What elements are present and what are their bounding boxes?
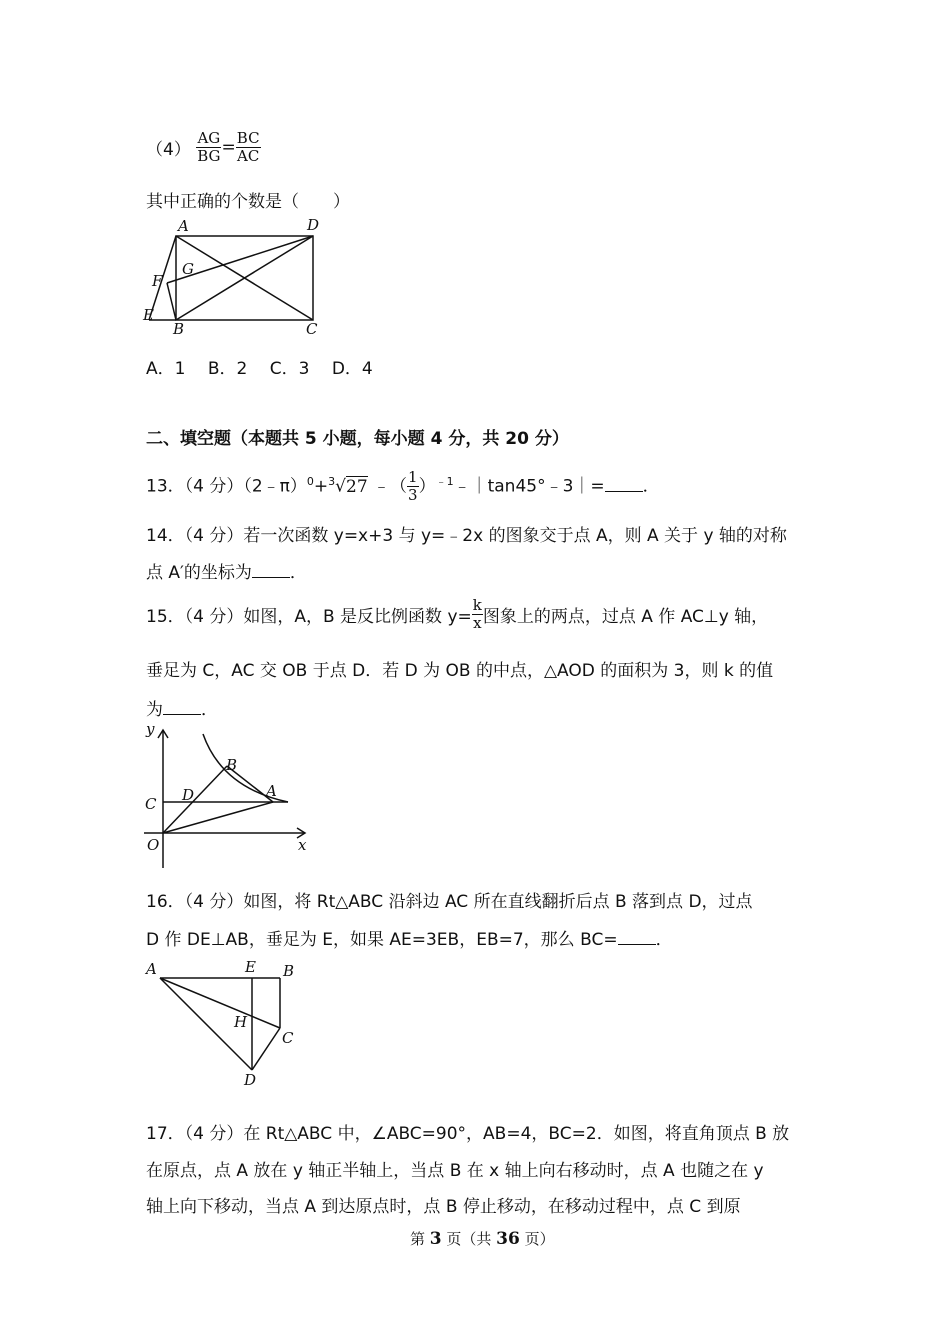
q13-close: ） [418,476,436,497]
q13-radical-icon: √ [335,476,346,497]
q13-sup-zero: 0 [306,475,314,488]
q12-segment-fb [167,283,176,320]
q16-line2 [146,925,673,950]
q12-frac1-denominator: BG [197,147,221,165]
q13-end: ． [642,476,660,497]
q15-segment-oa [163,802,273,833]
q15-label-x: x [298,836,307,854]
q16-line1: 16．（4 分）如图，将 Rt△ABC 沿斜边 AC 所在直线翻折后点 B 落到点 D，过点 [146,892,753,912]
q16-answer-blank [618,930,656,945]
q17-line3: 轴上向下移动，当点 A 到达原点时，点 B 停止移动，在移动过程中，点 C 到原 [146,1197,741,1217]
q15-label-y: y [146,720,155,738]
q16-label-e: E [245,958,256,976]
q16-figure [140,955,310,1090]
q15-label-d: D [182,786,195,804]
q16-segment-dc [252,1028,280,1070]
q16-label-d: D [244,1071,257,1089]
q15-line1-post: 图象上的两点，过点 A 作 AC⊥y 轴， [482,607,769,627]
q15-label-c: C [145,795,157,813]
q12-label-g: G [182,260,194,278]
q12-fraction-ag-bg [196,130,221,165]
q17-line2: 在原点，点 A 放在 y 轴正半轴上，当点 B 在 x 轴上向右移动时，点 A 也随之在 y [146,1161,764,1181]
q16-segment-ac [160,978,280,1028]
q14-line2-text: 点 A′的坐标为 [146,563,252,583]
q13-tail: ﹣｜tan45°﹣3｜= [453,476,605,497]
q17-line1: 17．（4 分）在 Rt△ABC 中，∠ABC=90°，AB=4，BC=2．如图，将直角顶点 B 放 [146,1124,790,1144]
footer-mid: 页（共 [441,1230,497,1248]
q16-label-b: B [283,962,295,980]
footer-page-number: 3 [429,1229,442,1249]
q15-line3-end: ． [201,700,218,720]
q13-frac-denominator: 3 [408,486,418,505]
q13-fraction [407,469,419,504]
section2-title: 二、填空题（本题共 5 小题，每小题 4 分，共 20 分） [146,429,569,449]
q14-answer-blank [252,563,290,578]
q15-label-o: O [147,836,160,854]
q13-answer-blank [605,477,643,492]
q13-sup-neg1: ﹣1 [435,475,454,488]
q12-label-f: F [152,272,163,290]
q12-part4-label: （4） [146,140,191,160]
page-footer [410,1228,555,1249]
q13 [146,465,660,504]
q13-root-body: 27 [346,476,368,497]
q13-plus: + [313,476,329,497]
footer-total-pages: 36 [496,1229,520,1249]
q12-figure [140,213,330,338]
q15-line2: 垂足为 C，AC 交 OB 于点 D．若 D 为 OB 的中点，△AOD 的面积为 3，则 k 的值 [146,661,774,681]
q12-stem: 其中正确的个数是（ ） [146,192,350,212]
q14-line2 [146,558,307,583]
q14-line2-end: ． [289,563,307,583]
q15-frac-denominator: x [473,614,482,632]
q12-label-a: A [178,217,189,235]
q13-frac-numerator: 1 [408,468,418,487]
q15-line1-pre: 15．（4 分）如图，A，B 是反比例函数 y= [146,607,472,627]
q12-options: A．1 B．2 C．3 D．4 [146,359,373,379]
q16-label-c: C [282,1029,294,1047]
q12-fraction-bc-ac [236,130,261,165]
q12-label-c: C [306,320,318,338]
q12-frac1-numerator: AG [197,129,221,147]
q16-label-a: A [146,960,157,978]
q15-label-a: A [266,782,277,800]
q15-line3 [146,695,218,720]
q12-frac2-numerator: BC [236,129,260,147]
q15-frac-numerator: k [472,596,482,614]
q15-line3-text: 为 [146,700,163,720]
q13-prefix: 13．（4 分）（2﹣π） [146,476,307,497]
q15-line1 [146,597,768,632]
q12-part4 [146,130,261,165]
q16-label-h: H [234,1013,248,1031]
q13-minus: ﹣（ [373,476,408,497]
q12-label-b: B [173,320,185,338]
footer-post: 页） [519,1230,555,1248]
q15-label-b: B [226,756,238,774]
q12-label-d: D [307,216,320,234]
q12-frac2-denominator: AC [237,147,260,165]
q16-line2-text: D 作 DE⊥AB，垂足为 E，如果 AE=3EB，EB=7，那么 BC= [146,930,618,950]
q15-fraction-k-x [472,597,483,632]
footer-pre: 第 [410,1230,430,1248]
q16-line2-end: ． [655,930,673,950]
q15-answer-blank [163,700,201,715]
q15-segment-ob [163,766,227,833]
q13-root-index: 3 [328,475,336,488]
q15-figure [140,718,315,873]
q12-equals: = [221,137,236,158]
q14-line1: 14．（4 分）若一次函数 y=x+3 与 y=﹣2x 的图象交于点 A，则 A 关于 y 轴的对称 [146,526,787,546]
q12-label-e: E [143,306,154,324]
